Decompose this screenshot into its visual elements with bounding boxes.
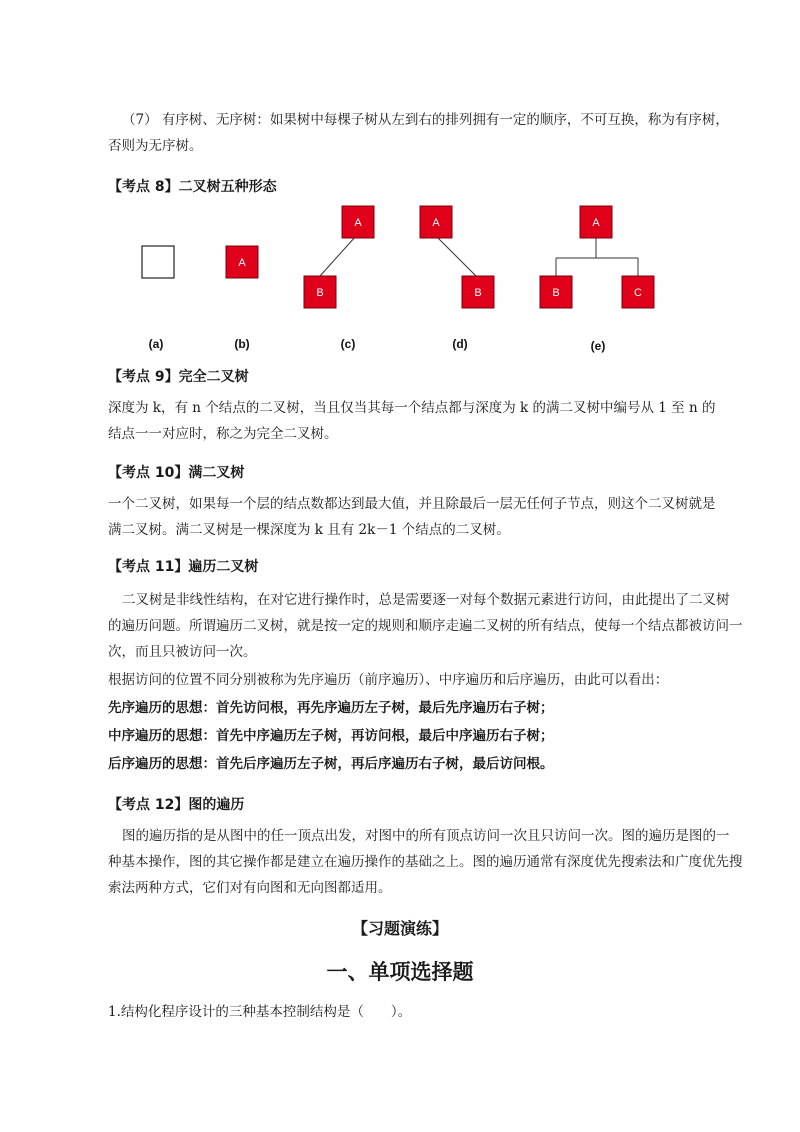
form-e-root-label: A — [592, 217, 600, 229]
form-d-right-label: B — [474, 287, 482, 299]
kp9-heading: 【考点 9】完全二叉树 — [108, 369, 249, 385]
form-b-root-label: A — [238, 257, 246, 269]
kp10-line1: 一个二叉树，如果每一个层的结点数都达到最大值，并且除最后一层无任何子节点，则这个二叉树就是 — [108, 496, 716, 512]
kp8-heading: 【考点 8】二叉树五种形态 — [108, 179, 277, 195]
form-e-right-label: C — [634, 287, 642, 299]
kp11-line1: 二叉树是非线性结构，在对它进行操作时，总是需要逐一对每个数据元素进行访问，由此提出了二叉树 — [122, 592, 730, 608]
kp11-inorder: 中序遍历的思想：首先中序遍历左子树，再访问根，最后中序遍历右子树； — [108, 728, 554, 744]
kp11-heading: 【考点 11】遍历二叉树 — [108, 559, 259, 575]
kp12-heading: 【考点 12】图的遍历 — [108, 797, 245, 813]
para7-line1: （7） 有序树、无序树：如果树中每棵子树从左到右的排列拥有一定的顺序，不可互换，称为有序树， — [122, 112, 729, 128]
kp11-postorder: 后序遍历的思想：首先后序遍历左子树，再后序遍历右子树，最后访问根。 — [108, 756, 554, 772]
kp12-line3: 索法两种方式，它们对有向图和无向图都适用。 — [108, 880, 392, 896]
kp10-heading: 【考点 10】满二叉树 — [108, 465, 245, 481]
form-d-root-label: A — [432, 217, 440, 229]
kp12-line1: 图的遍历指的是从图中的任一顶点出发，对图中的所有顶点访问一次且只访问一次。图的遍历是图的一 — [122, 828, 730, 844]
caption-b: (b) — [234, 337, 250, 351]
question-1: 1.结构化程序设计的三种基本控制结构是（ ）。 — [108, 1004, 412, 1020]
binary-tree-forms-diagram — [120, 200, 680, 365]
kp9-line1: 深度为 k，有 n 个结点的二叉树，当且仅当其每一个结点都与深度为 k 的满二叉树中编号从 1 至 n 的 — [108, 400, 716, 416]
form-c-root-label: A — [354, 217, 362, 229]
kp11-line4: 根据访问的位置不同分别被称为先序遍历（前序遍历）、中序遍历和后序遍历，由此可以看出： — [108, 672, 669, 688]
kp12-line2: 种基本操作，图的其它操作都是建立在遍历操作的基础之上。图的遍历通常有深度优先搜索法和广度优先搜 — [108, 854, 743, 870]
kp9-line2: 结点一一对应时，称之为完全二叉树。 — [108, 426, 338, 442]
form-c-left-label: B — [316, 287, 324, 299]
caption-a: (a) — [148, 337, 164, 351]
caption-e: (e) — [590, 339, 606, 353]
caption-d: (d) — [452, 337, 468, 351]
form-d-edge — [436, 236, 476, 276]
form-a-empty-box — [142, 246, 174, 278]
caption-c: (c) — [340, 337, 356, 351]
para7-line2: 否则为无序树。 — [108, 138, 203, 154]
exercise-title: 【习题演练】 — [351, 919, 448, 938]
form-e-left-label: B — [552, 287, 560, 299]
kp11-line3: 次，而且只被访问一次。 — [108, 644, 257, 660]
kp11-line2: 的遍历问题。所谓遍历二叉树，就是按一定的规则和顺序走遍二叉树的所有结点，使每一个结点都被访问一 — [108, 618, 743, 634]
kp11-preorder: 先序遍历的思想：首先访问根，再先序遍历左子树，最后先序遍历右子树； — [108, 700, 554, 716]
section-title: 一、单项选择题 — [326, 960, 474, 984]
kp10-line2: 满二叉树。满二叉树是一棵深度为 k 且有 2k－1 个结点的二叉树。 — [108, 522, 510, 538]
form-c-edge — [320, 236, 356, 276]
